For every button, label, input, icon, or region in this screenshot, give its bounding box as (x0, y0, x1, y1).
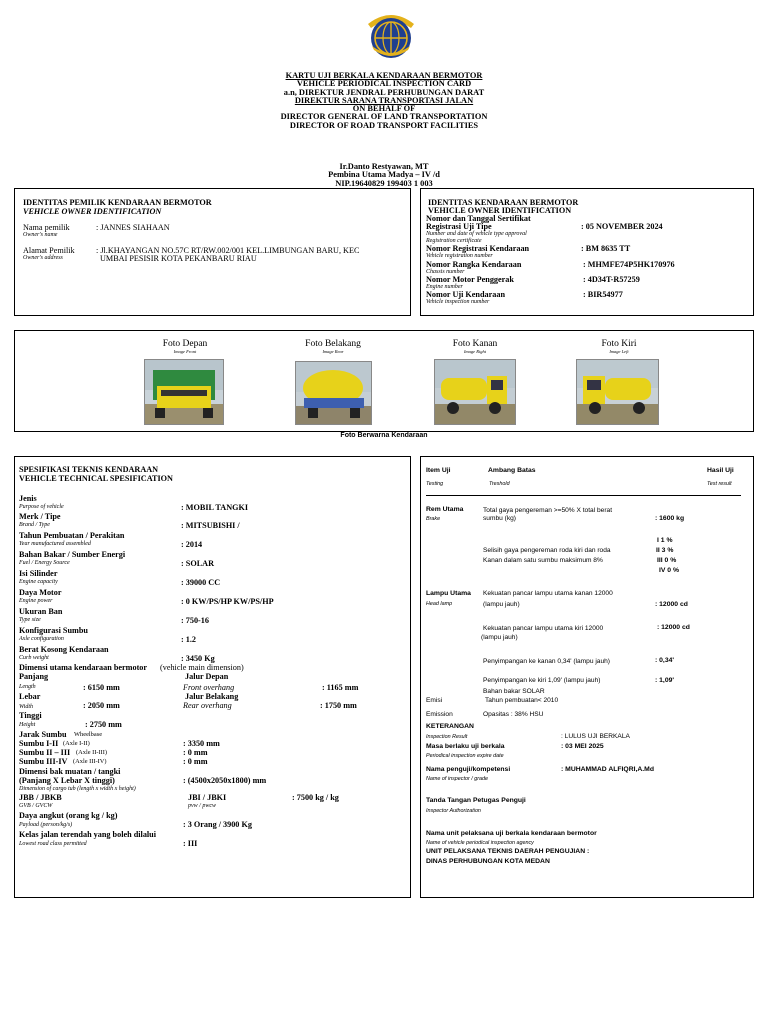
spec-sumbu2-en: (Axle II-III) (76, 749, 108, 756)
spec-jenis-value: : MOBIL TANGKI (181, 503, 249, 512)
lamp-right-2: (lampu jauh) (483, 601, 520, 608)
vehicle-id-title-en: VEHICLE OWNER IDENTIFICATION (428, 206, 572, 215)
spec-bahan-en: Fuel / Energy Source (19, 560, 70, 566)
brake-desc-1: Total gaya pengereman >=50% X total berat (483, 507, 613, 514)
lamp-label: Lampu Utama (426, 590, 471, 597)
engine-label: Nomor Motor Penggerak (426, 275, 514, 284)
spec-bahan-value: : SOLAR (181, 559, 214, 568)
spec-jalur-belakang: Jalur Belakang (185, 692, 239, 701)
plate-label-en: Vehicle registration number (426, 253, 493, 259)
spec-lebar: Lebar (19, 692, 41, 701)
spec-jbi-value: : 7500 kg / kg (292, 793, 339, 802)
chassis-label-en: Chassis number (426, 269, 465, 275)
test-results-box (420, 456, 754, 898)
spec-ban: Ukuran Ban (19, 607, 63, 616)
col-item-header-en: Testing (426, 481, 444, 487)
plate-label: Nomor Registrasi Kendaraan (426, 244, 530, 253)
owner-address-label-en: Owner's address (23, 255, 63, 261)
spec-rear-overhang: Rear overhang (183, 701, 232, 710)
spec-sumbu3-value: : 0 mm (183, 757, 208, 766)
reg-label: Registrasi Uji Tipe (426, 222, 492, 231)
spec-jarak: Jarak Sumbu (19, 730, 67, 739)
spec-sumbu3-en: (Axle III-IV) (73, 758, 107, 765)
validity-label: Masa berlaku uji berkala (426, 743, 505, 750)
plate-value: : BM 8635 TT (581, 244, 631, 253)
owner-name-label: Nama pemilik (23, 223, 70, 232)
agency-value-1: UNIT PELAKSANA TEKNIS DAERAH PENGUJIAN : (426, 848, 590, 855)
deviation-right: Penyimpangan ke kanan 0,34' (lampu jauh) (483, 658, 610, 665)
owner-name-value: : JANNES SIAHAAN (96, 223, 170, 232)
signature-label-en: Inspector Authorization (426, 808, 481, 814)
owner-address-value-1: : Jl.KHAYANGAN NO.57C RT/RW.002/001 KEL.LIMBUNGAN BARU, KEC (96, 246, 360, 255)
header-title-en: VEHICLE PERIODICAL INSPECTION CARD (296, 79, 472, 89)
spec-daya-angkut-value: : 3 Orang / 3900 Kg (183, 820, 252, 829)
inspection-result-label: Inspection Result (426, 734, 468, 740)
spec-merk-en: Brand / Type (19, 522, 50, 528)
vehicle-identification-box (420, 188, 754, 316)
photo-left-label-en: Image Left (609, 349, 629, 354)
spec-sumbu3: Sumbu III-IV (19, 757, 68, 766)
reg-value: : 05 NOVEMBER 2024 (581, 222, 663, 231)
spec-jbi-en: pvw / pwcw (188, 803, 216, 809)
opacity-value: Opasitas : 38% HSU (483, 711, 544, 718)
spec-tahun: Tahun Pembuatan / Perakitan (19, 531, 125, 540)
agency-label: Nama unit pelaksana uji berkala kendaraan bermotor (426, 830, 597, 837)
spec-tahun-en: Year manufactured assembled (19, 541, 91, 547)
photo-front-label: Foto Depan (162, 339, 208, 349)
header-director-general-en: DIRECTOR GENERAL OF LAND TRANSPORTATION (280, 112, 488, 122)
spec-kelas-en: Lowest road class permitted (19, 841, 87, 847)
col-result-header: Hasil Uji (707, 467, 734, 474)
spec-kelas: Kelas jalan terendah yang boleh dilalui (19, 830, 157, 839)
spec-bak-2: (Panjang X Lebar X tinggi) (19, 776, 115, 785)
reg-label-en: Number and date of vehicle type approval (426, 231, 527, 237)
spec-tahun-value: : 2014 (181, 540, 203, 549)
inspector-value: : MUHAMMAD ALFIQRI,A.Md (561, 766, 654, 773)
spec-daya-angkut: Daya angkut (orang kg / kg) (19, 811, 118, 820)
deviation-right-value: : 0,34' (655, 657, 674, 664)
inspector-label: Nama penguji/kompetensi (426, 766, 511, 773)
photo-caption: Foto Berwarna Kendaraan (340, 432, 428, 439)
col-threshold-header: Ambang Batas (488, 467, 536, 474)
test-number-value: : BIR54977 (583, 290, 623, 299)
deviation-left-value: : 1,09' (655, 677, 674, 684)
spec-bak-value: : (4500x2050x1800) mm (183, 776, 267, 785)
photo-rear-label: Foto Belakang (305, 339, 361, 349)
spec-bak-en: Dimension of cargo tub (length x width x height) (19, 786, 136, 792)
brake-label-en: Brake (426, 516, 441, 522)
header-divider (426, 495, 741, 496)
spec-sumbu1-value: : 3350 mm (183, 739, 220, 748)
spec-front-overhang: Front overhang (183, 683, 235, 692)
photo-front-label-en: Image Front (173, 349, 197, 354)
ministry-emblem-logo (362, 10, 420, 64)
brake-value: : 1600 kg (655, 515, 685, 522)
emission-label: Emisi (426, 697, 443, 704)
spec-bak: Dimensi bak muatan / tangki (19, 767, 121, 776)
spec-jbi: JBI / JBKI (188, 793, 227, 802)
brake-diff-value-4: IV 0 % (659, 567, 680, 574)
photo-rear (295, 361, 372, 425)
test-number-label: Nomor Uji Kendaraan (426, 290, 505, 299)
spec-tinggi: Tinggi (19, 711, 42, 720)
spec-lebar-value: : 2050 mm (83, 701, 120, 710)
lamp-left-value: : 12000 cd (657, 624, 690, 631)
validity-label-en: Periodical inspection expire date (426, 753, 504, 759)
signer-block (0, 163, 768, 188)
spec-sumbu1-en: (Axle I-II) (63, 740, 90, 747)
spec-jbb-en: GVB / GVCW (19, 803, 53, 809)
deviation-left: Penyimpangan ke kiri 1,09' (lampu jauh) (483, 677, 601, 684)
spec-sumbu2-value: : 0 mm (183, 748, 208, 757)
reg-label-en-2: Registration certificate (426, 238, 482, 244)
chassis-value: : MHMFE74P5HK170976 (583, 260, 675, 269)
spec-dimensi-en: (vehicle main dimension) (160, 663, 244, 672)
brake-diff-1: Selisih gaya pengereman roda kiri dan roda (483, 547, 611, 554)
col-result-header-en: Test result (707, 481, 732, 487)
spec-panjang-value: : 6150 mm (83, 683, 120, 692)
header-behalf-en: ON BEHALF OF (352, 104, 416, 114)
header-title: KARTU UJI BERKALA KENDARAAN BERMOTOR (285, 71, 483, 80)
col-item-header: Item Uji (426, 467, 451, 474)
emission-year: Tahun pembuatan< 2010 (485, 697, 559, 704)
brake-diff-value-3: III 0 % (657, 557, 677, 564)
spec-title: SPESIFIKASI TEKNIS KENDARAAN (19, 465, 159, 474)
signature-label: Tanda Tangan Petugas Penguji (426, 797, 526, 804)
spec-jarak-en: Wheelbase (74, 731, 103, 738)
emission-fuel: Bahan bakar SOLAR (483, 688, 545, 695)
remarks-title: KETERANGAN (426, 723, 474, 730)
photo-left (576, 359, 659, 425)
vehicle-photos-box (14, 330, 754, 432)
agency-value-2: DINAS PERHUBUNGAN KOTA MEDAN (426, 858, 550, 865)
spec-front-overhang-value: : 1165 mm (322, 683, 359, 692)
spec-sumbu1: Sumbu I-II (19, 739, 59, 748)
spec-berat-en: Curb weight (19, 655, 49, 661)
lamp-left-2: (lampu jauh) (481, 634, 518, 641)
spec-jbb: JBB / JBKB (19, 793, 62, 802)
spec-title-en: VEHICLE TECHNICAL SPESIFICATION (19, 474, 173, 483)
spec-daya: Daya Motor (19, 588, 62, 597)
spec-daya-en: Engine power (19, 598, 53, 604)
brake-diff-2: Kanan dalam satu sumbu maksimum 8% (483, 557, 603, 564)
owner-identification-box (14, 188, 411, 316)
spec-dimensi: Dimensi utama kendaraan bermotor (19, 663, 148, 672)
spec-merk-value: : MITSUBISHI / (181, 521, 240, 530)
lamp-left-1: Kekuatan pancar lampu utama kiri 12000 (483, 625, 604, 632)
col-threshold-header-en: Treshold (489, 481, 510, 487)
spec-berat: Berat Kosong Kendaraan (19, 645, 109, 654)
owner-title: IDENTITAS PEMILIK KENDARAAN BERMOTOR (23, 198, 212, 207)
document-header (0, 72, 768, 130)
signer-rank: Pembina Utama Madya – IV /d (328, 170, 440, 180)
vehicle-id-title: IDENTITAS KENDARAAN BERMOTOR (428, 198, 579, 207)
spec-lebar-en: Width (19, 704, 34, 710)
photo-right-label-en: Image Right (463, 349, 487, 354)
spec-daya-angkut-en: Payload (person/kg/s) (19, 822, 73, 828)
spec-tinggi-value: : 2750 mm (85, 720, 122, 729)
spec-bahan: Bahan Bakar / Sumber Energi (19, 550, 126, 559)
spec-panjang: Panjang (19, 672, 49, 681)
owner-address-label: Alamat Pemilik (23, 246, 75, 255)
spec-konfig-value: : 1.2 (181, 635, 197, 644)
signer-name: Ir.Danto Restyawan, MT (339, 162, 429, 171)
technical-spec-box (14, 456, 411, 898)
spec-konfig-en: Axle configuration (19, 636, 64, 642)
spec-isi-en: Engine capacity (19, 579, 58, 585)
spec-jenis: Jenis (19, 494, 37, 503)
brake-desc-2: sumbu (kg) (483, 515, 516, 522)
spec-konfig: Konfigurasi Sumbu (19, 626, 88, 635)
lamp-label-en: Head lamp (426, 601, 453, 607)
engine-value: : 4D34T-R57259 (583, 275, 640, 284)
owner-title-en: VEHICLE OWNER IDENTIFICATION (23, 207, 162, 216)
engine-label-en: Engine number (426, 284, 463, 290)
spec-isi-value: : 39000 CC (181, 578, 221, 587)
spec-jalur-depan: Jalur Depan (185, 672, 229, 681)
validity-value: : 03 MEI 2025 (561, 743, 604, 750)
spec-tinggi-en: Height (19, 722, 36, 728)
header-behalf: a.n, DIREKTUR JENDRAL PERHUBUNGAN DARAT (283, 87, 485, 97)
photo-right (434, 359, 516, 425)
spec-daya-value: : 0 KW/PS/HP KW/PS/HP (181, 597, 274, 606)
chassis-label: Nomor Rangka Kendaraan (426, 260, 522, 269)
cert-label: Nomor dan Tanggal Sertifikat (426, 214, 531, 223)
spec-isi: Isi Silinder (19, 569, 58, 578)
lamp-right-1: Kekuatan pancar lampu utama kanan 12000 (483, 590, 613, 597)
signer-nip: NIP.19640829 199403 1 003 (335, 178, 433, 188)
photo-left-label: Foto Kiri (601, 339, 637, 349)
spec-ban-en: Type size (19, 617, 41, 623)
inspector-label-en: Name of inspector / grade (426, 776, 489, 782)
test-number-label-en: Vehicle inspection number (426, 299, 490, 305)
spec-kelas-value: : III (183, 839, 198, 848)
spec-panjang-en: Length (19, 684, 36, 690)
owner-address-value-2: UMBAI PESISIR KOTA PEKANBARU RIAU (100, 254, 257, 263)
photo-right-label: Foto Kanan (452, 339, 498, 349)
photo-rear-label-en: Image Rear (322, 349, 344, 354)
agency-label-en: Name of vehicle periodical inspection agency (426, 840, 534, 846)
spec-jenis-en: Purpose of vehicle (19, 504, 64, 510)
emission-label-en: Emission (426, 711, 453, 718)
brake-label: Rem Utama (426, 506, 464, 513)
header-director: DIREKTUR SARANA TRANSPORTASI JALAN (294, 95, 474, 105)
brake-diff-value-1: I 1 % (657, 537, 673, 544)
spec-berat-value: : 3450 Kg (181, 654, 215, 663)
owner-name-label-en: Owner's name (23, 232, 58, 238)
spec-ban-value: : 750-16 (181, 616, 209, 625)
lamp-right-value: : 12000 cd (655, 601, 688, 608)
photo-front (144, 359, 224, 425)
inspection-result-value: : LULUS UJI BERKALA (561, 733, 630, 740)
brake-diff-value-2: II 3 % (656, 547, 674, 554)
spec-merk: Merk / Tipe (19, 512, 61, 521)
spec-sumbu2: Sumbu II – III (19, 748, 71, 757)
spec-rear-overhang-value: : 1750 mm (320, 701, 357, 710)
header-director-en: DIRECTOR OF ROAD TRANSPORT FACILITIES (289, 120, 479, 130)
